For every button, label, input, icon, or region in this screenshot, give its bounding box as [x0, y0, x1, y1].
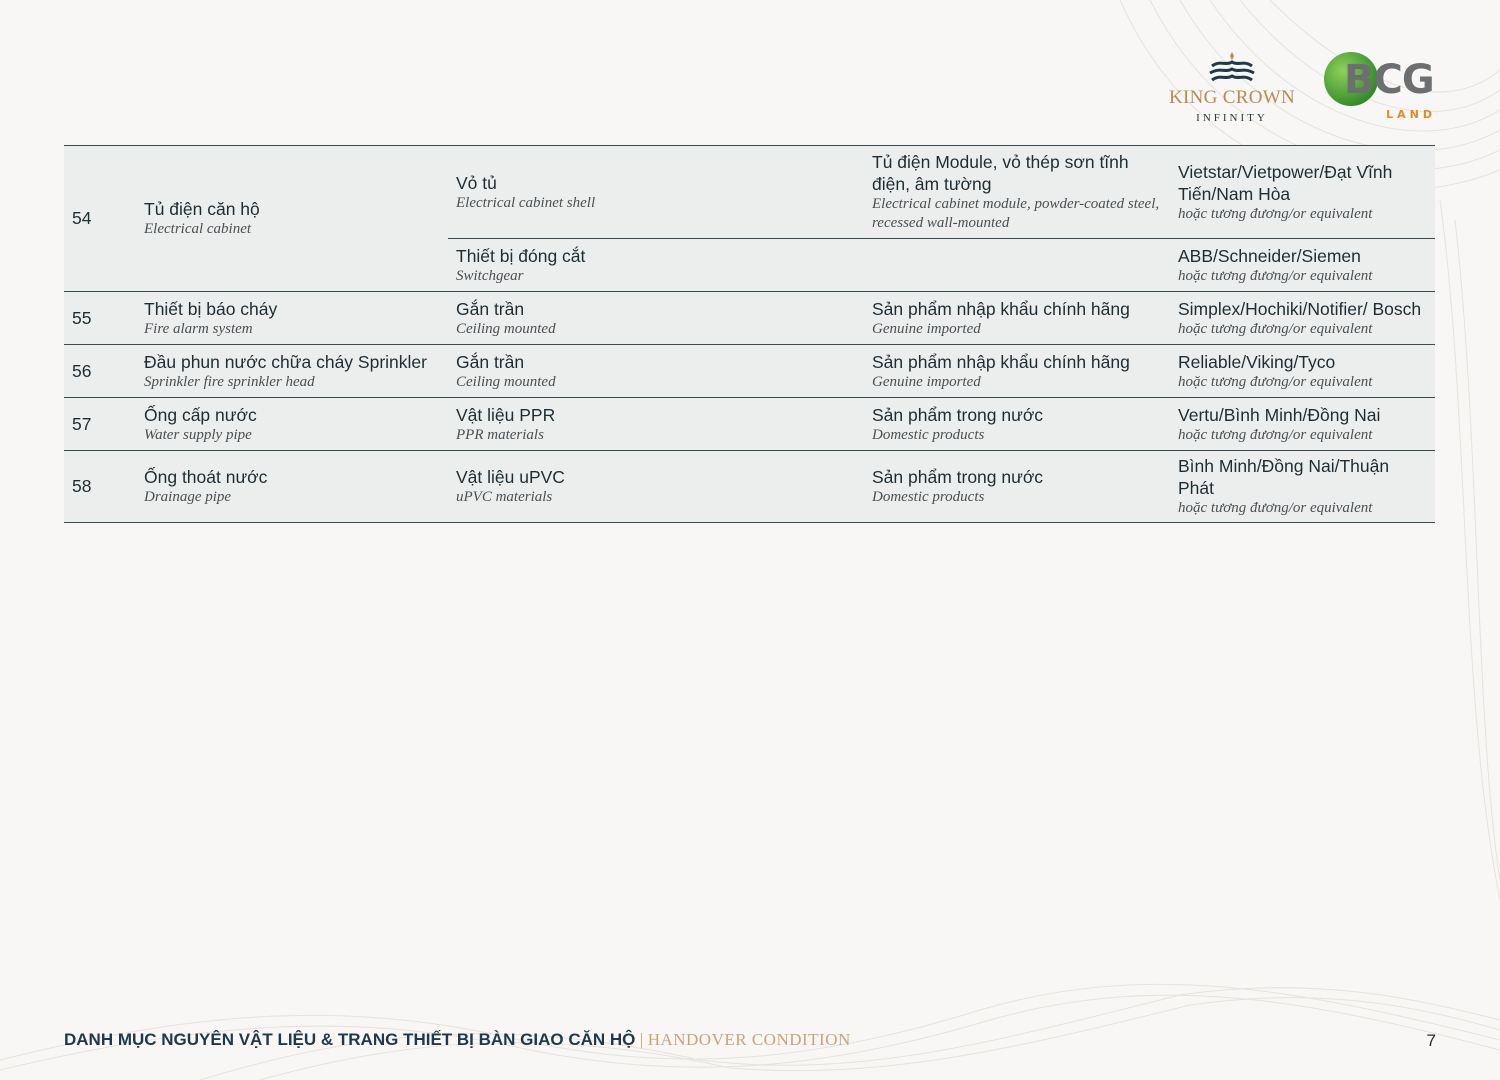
item-number: 58	[64, 451, 136, 523]
item-name-en: Fire alarm system	[144, 320, 253, 337]
component-vn: Gắn trần	[456, 351, 525, 372]
spec-en: Domestic products	[872, 489, 985, 505]
brand-cell	[1170, 239, 1435, 292]
spec-en: Genuine imported	[872, 373, 981, 390]
brand-en: hoặc tương đương/or equivalent	[1178, 267, 1373, 284]
item-name-cell	[136, 345, 448, 398]
footer-separator: |	[639, 1030, 644, 1049]
component-vn: Thiết bị đóng cắt	[456, 245, 586, 266]
spec-cell	[864, 292, 1170, 345]
item-name-vn: Ống cấp nước	[144, 404, 257, 425]
item-number: 55	[64, 292, 136, 345]
spec-vn: Sản phẩm nhập khẩu chính hãng	[872, 298, 1130, 319]
brand-vn: ABB/Schneider/Siemen	[1178, 245, 1361, 266]
component-vn: Vỏ tủ	[456, 172, 497, 193]
item-name-vn: Thiết bị báo cháy	[144, 298, 278, 319]
brand-vn: Vertu/Bình Minh/Đồng Nai	[1178, 404, 1381, 425]
spec-vn: Sản phẩm trong nước	[872, 404, 1044, 425]
king-crown-subtitle: INFINITY	[1196, 112, 1268, 124]
component-cell	[448, 345, 864, 398]
component-en: PPR materials	[456, 426, 544, 443]
item-name-vn: Đầu phun nước chữa cháy Sprinkler	[144, 351, 427, 372]
king-crown-name: KING CROWN	[1169, 87, 1295, 108]
spec-en: Genuine imported	[872, 320, 981, 337]
header-logos	[1162, 48, 1436, 126]
table-row	[64, 146, 1435, 239]
spec-vn: Sản phẩm trong nước	[872, 467, 1044, 487]
item-name-cell	[136, 292, 448, 345]
page-footer	[64, 1030, 851, 1050]
spec-vn: Sản phẩm nhập khẩu chính hãng	[872, 351, 1130, 372]
component-vn: Vật liệu PPR	[456, 404, 556, 425]
brand-cell	[1170, 292, 1435, 345]
item-number: 56	[64, 345, 136, 398]
item-name-en: Water supply pipe	[144, 426, 252, 443]
table-row	[64, 292, 1435, 345]
brand-vn: Simplex/Hochiki/Notifier/ Bosch	[1178, 298, 1422, 319]
component-en: Ceiling mounted	[456, 373, 556, 390]
brand-en: hoặc tương đương/or equivalent	[1178, 205, 1373, 222]
component-cell	[448, 292, 864, 345]
brand-vn: Vietstar/Vietpower/Đạt Vĩnh Tiến/Nam Hòa	[1178, 161, 1393, 204]
brand-cell	[1170, 146, 1435, 239]
item-name-vn: Ống thoát nước	[144, 467, 268, 487]
table-row	[64, 398, 1435, 451]
item-name-cell	[136, 398, 448, 451]
component-vn: Vật liệu uPVC	[456, 467, 565, 487]
item-name-vn: Tủ điện căn hộ	[144, 199, 260, 219]
component-cell	[448, 398, 864, 451]
component-cell	[448, 146, 864, 239]
bcg-land-logo	[1324, 48, 1436, 126]
component-cell	[448, 239, 864, 292]
item-name-cell	[136, 146, 448, 292]
spec-en: Electrical cabinet module, powder-coated steel, recessed wall-mounted	[872, 196, 1160, 231]
table-row	[64, 345, 1435, 398]
component-vn: Gắn trần	[456, 298, 525, 319]
spec-cell	[864, 345, 1170, 398]
component-en: Switchgear	[456, 267, 524, 284]
footer-title: DANH MỤC NGUYÊN VẬT LIỆU & TRANG THIẾT BỊ BÀN GIAO CĂN HỘ	[64, 1030, 636, 1049]
brand-en: hoặc tương đương/or equivalent	[1178, 500, 1373, 516]
component-en: Ceiling mounted	[456, 320, 556, 337]
component-en: uPVC materials	[456, 489, 553, 505]
king-crown-logo	[1162, 52, 1302, 124]
brand-vn: Reliable/Viking/Tyco	[1178, 351, 1336, 372]
component-cell	[448, 451, 864, 523]
materials-table	[64, 145, 1435, 523]
spec-en: Domestic products	[872, 426, 985, 443]
spec-cell	[864, 451, 1170, 523]
item-name-en: Electrical cabinet	[144, 221, 252, 237]
item-name-en: Sprinkler fire sprinkler head	[144, 373, 315, 390]
spec-cell	[864, 398, 1170, 451]
page-number: 7	[1426, 1031, 1436, 1050]
item-number: 57	[64, 398, 136, 451]
crown-wave-icon	[1206, 52, 1258, 86]
spec-cell	[864, 239, 1170, 292]
component-en: Electrical cabinet shell	[456, 194, 596, 211]
item-name-cell	[136, 451, 448, 523]
brand-cell	[1170, 345, 1435, 398]
bcg-name: BCG	[1344, 57, 1434, 103]
item-name-en: Drainage pipe	[144, 489, 232, 505]
table-row	[64, 451, 1435, 523]
brand-en: hoặc tương đương/or equivalent	[1178, 320, 1373, 337]
brand-en: hoặc tương đương/or equivalent	[1178, 426, 1373, 443]
brand-cell	[1170, 398, 1435, 451]
spec-cell	[864, 146, 1170, 239]
footer-subtitle: HANDOVER CONDITION	[647, 1030, 851, 1049]
bcg-land-label: LAND	[1386, 108, 1436, 121]
brand-cell	[1170, 451, 1435, 523]
brand-en: hoặc tương đương/or equivalent	[1178, 373, 1373, 390]
brand-vn: Bình Minh/Đồng Nai/Thuận Phát	[1178, 456, 1390, 498]
spec-vn: Tủ điện Module, vỏ thép sơn tĩnh điện, âm tường	[872, 152, 1129, 194]
item-number: 54	[64, 146, 136, 292]
